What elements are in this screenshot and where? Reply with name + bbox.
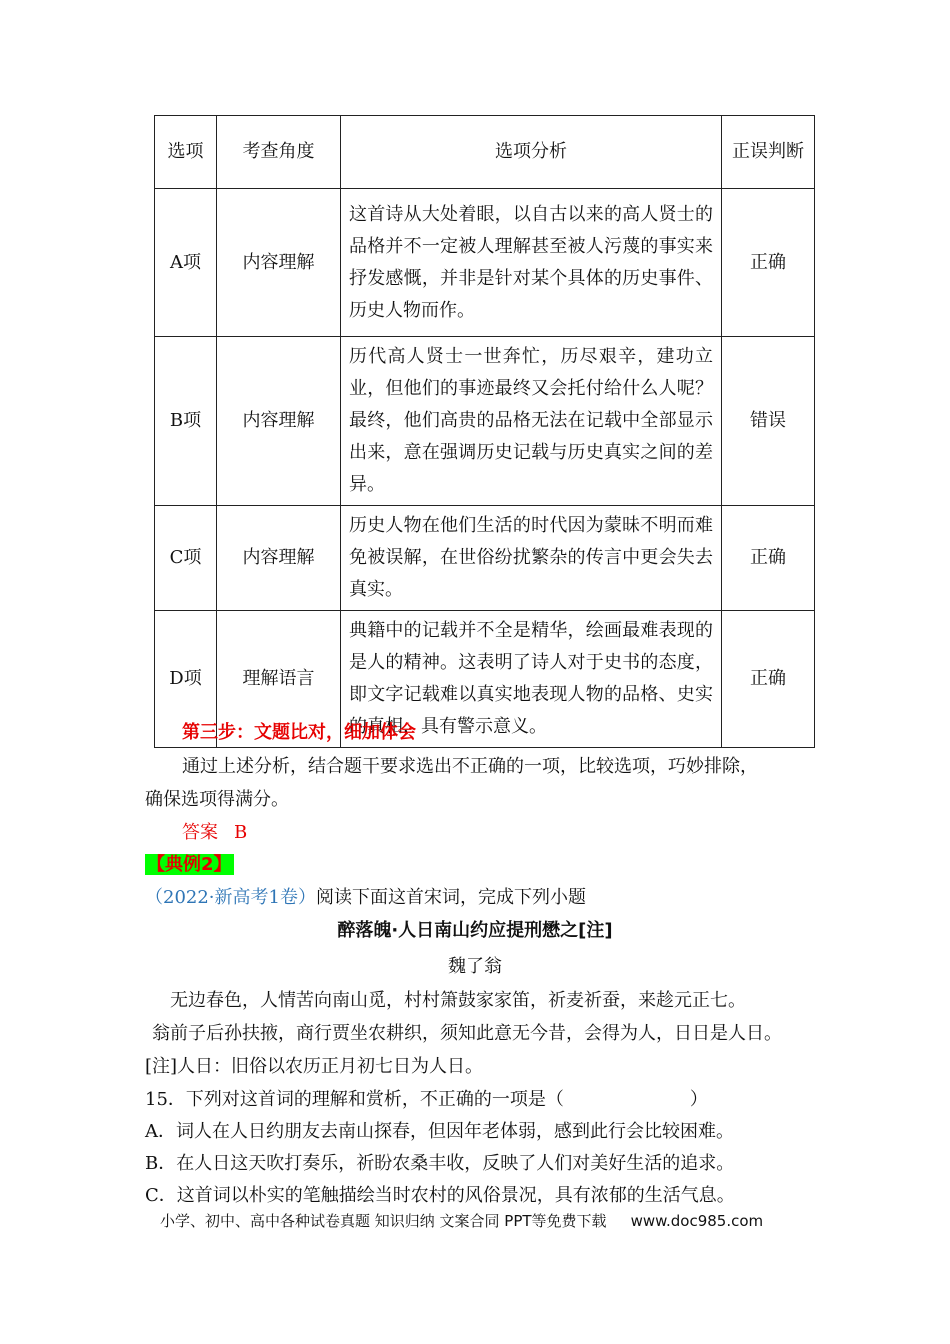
example-source: （2022·新高考1卷） <box>145 887 316 908</box>
row-option: B项 <box>155 337 217 506</box>
row-judge: 正确 <box>722 611 815 748</box>
header-angle: 考查角度 <box>217 116 341 189</box>
option-analysis-table <box>154 115 815 748</box>
row-angle: 内容理解 <box>217 337 341 506</box>
answer-value: B <box>234 822 248 843</box>
example-instruction: 阅读下面这首宋词，完成下列小题 <box>315 887 586 908</box>
table-row <box>155 506 815 611</box>
table-row <box>155 337 815 506</box>
row-angle: 内容理解 <box>217 189 341 337</box>
row-analysis: 历代高人贤士一世奔忙，历尽艰辛，建功立业，但他们的事迹最终又会托付给什么人呢？最终，他们高贵的品格无法在记载中全部显示出来，意在强调历史记载与历史真实之间的差异。 <box>341 337 722 506</box>
question-option-c: C．这首词以朴实的笔触描绘当时农村的风俗景况，具有浓郁的生活气息。 <box>145 1185 735 1206</box>
row-option: A项 <box>155 189 217 337</box>
step3-body-line1: 通过上述分析，结合题干要求选出不正确的一项，比较选项，巧妙排除， <box>182 756 758 777</box>
example-heading <box>145 849 234 881</box>
row-angle: 理解语言 <box>217 611 341 748</box>
footer-url[interactable]: www.doc985.com <box>630 1212 764 1230</box>
row-angle: 内容理解 <box>217 506 341 611</box>
header-analysis: 选项分析 <box>341 116 722 189</box>
question-stem: 15．下列对这首词的理解和赏析，不正确的一项是（ ） <box>145 1089 708 1110</box>
footer-text: 小学、初中、高中各种试卷真题 知识归纳 文案合同 PPT等免费下载 <box>160 1212 607 1230</box>
step3-body-line2: 确保选项得满分。 <box>145 789 289 810</box>
poem-line2: 翁前子后孙扶掖，商行贾坐农耕织，须知此意无今昔，会得为人，日日是人日。 <box>152 1023 782 1044</box>
row-option: D项 <box>155 611 217 748</box>
step3-title: 第三步：文题比对，细加体会 <box>182 722 416 743</box>
row-analysis: 这首诗从大处着眼，以自古以来的高人贤士的品格并不一定被人理解甚至被人污蔑的事实来抒发感慨，并非是针对某个具体的历史事件、历史人物而作。 <box>341 189 722 337</box>
poem-note: [注]人日：旧俗以农历正月初七日为人日。 <box>145 1056 484 1077</box>
row-analysis: 典籍中的记载并不全是精华，绘画最难表现的是人的精神。这表明了诗人对于史书的态度，即文字记载难以真实地表现人物的品格、史实的真相，具有警示意义。 <box>341 611 722 748</box>
table-row <box>155 189 815 337</box>
row-judge: 正确 <box>722 506 815 611</box>
row-analysis: 历史人物在他们生活的时代因为蒙昧不明而难免被误解，在世俗纷扰繁杂的传言中更会失去真实。 <box>341 506 722 611</box>
table-header-row <box>155 116 815 189</box>
poem-line1: 无边春色，人情苦向南山觅，村村箫鼓家家笛，祈麦祈蚕，来趁元正七。 <box>170 990 746 1011</box>
question-option-a: A．词人在人日约朋友去南山探春，但因年老体弱，感到此行会比较困难。 <box>145 1121 734 1142</box>
answer-line <box>182 817 247 849</box>
answer-label: 答案 <box>182 822 218 843</box>
poem-author: 魏了翁 <box>448 956 502 977</box>
example-intro <box>145 882 586 914</box>
example-tag: 【典例2】 <box>147 854 232 875</box>
poem-title: 醉落魄·人日南山约应提刑懋之[注] <box>337 920 613 941</box>
header-judge: 正误判断 <box>722 116 815 189</box>
question-option-b: B．在人日这天吹打奏乐，祈盼农桑丰收，反映了人们对美好生活的追求。 <box>145 1153 735 1174</box>
row-option: C项 <box>155 506 217 611</box>
page-footer <box>160 1210 763 1231</box>
row-judge: 错误 <box>722 337 815 506</box>
row-judge: 正确 <box>722 189 815 337</box>
header-option: 选项 <box>155 116 217 189</box>
